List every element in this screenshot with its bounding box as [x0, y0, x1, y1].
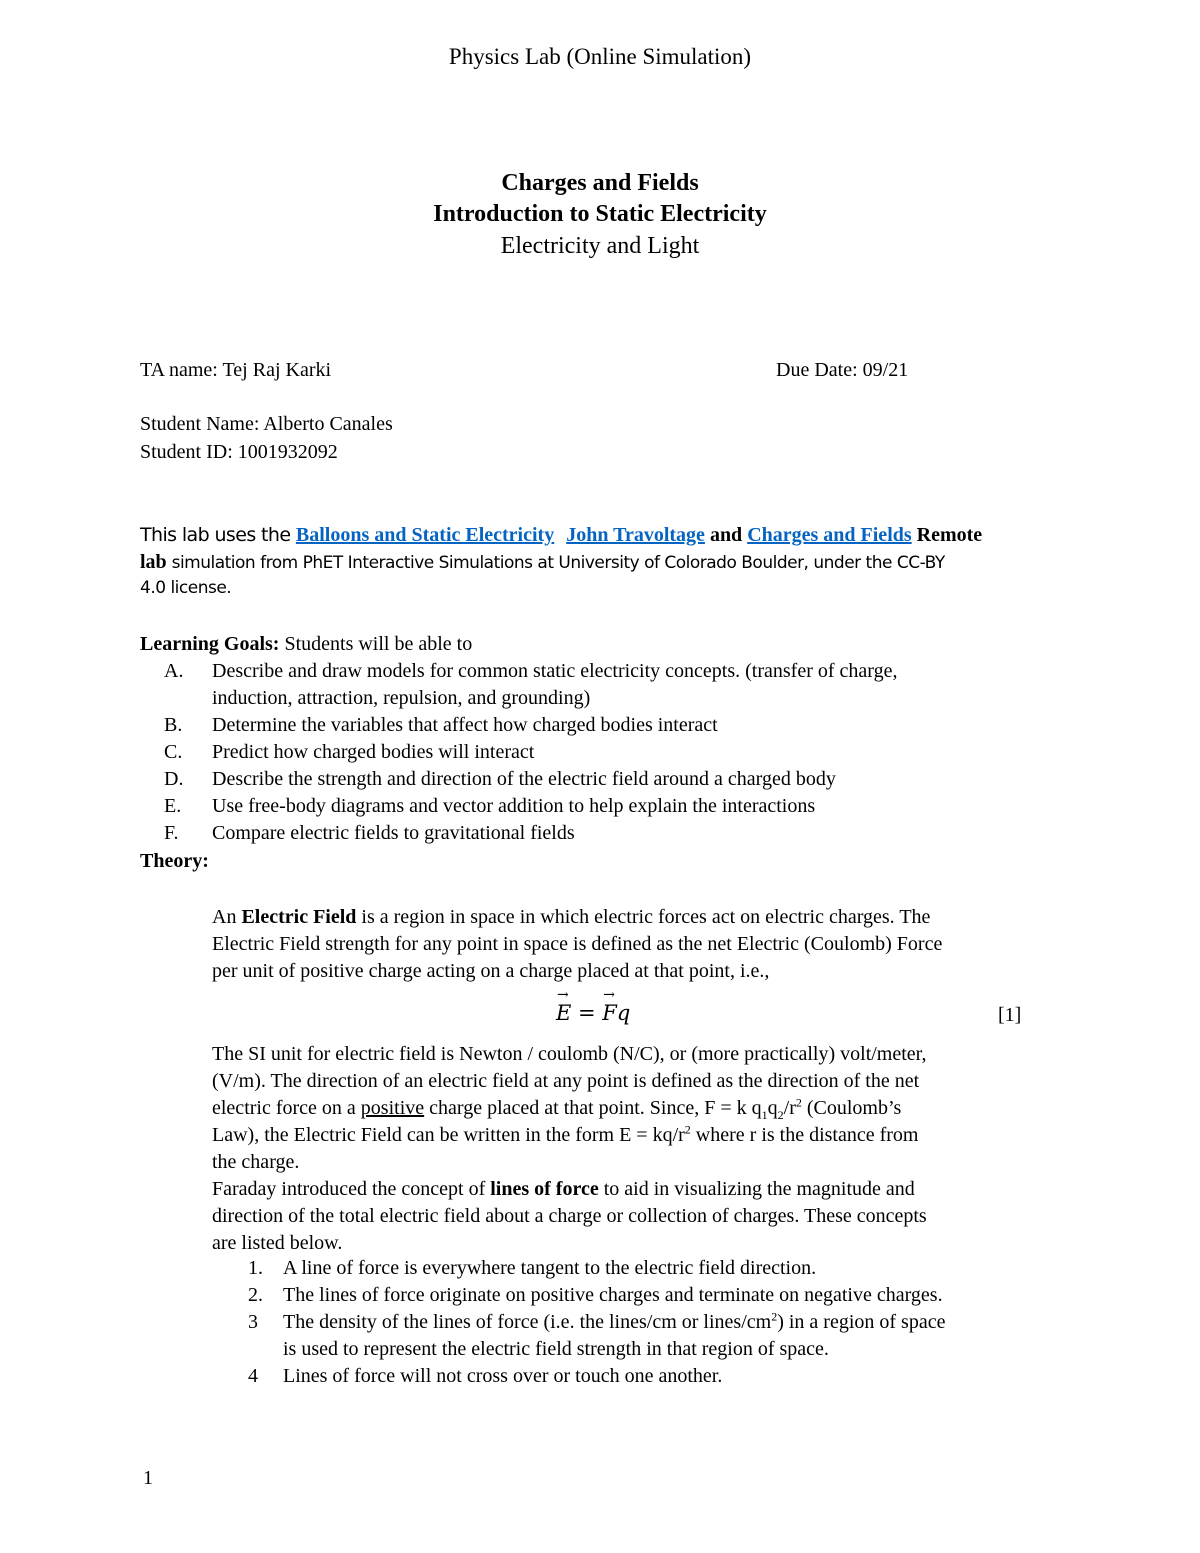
learning-goals-heading-line	[140, 633, 472, 656]
theory-p1-line3: per unit of positive charge acting on a charge placed at that point, i.e.,	[212, 960, 770, 982]
goal-item	[164, 687, 590, 710]
theory-p2-line2: (V/m). The direction of an electric field at any point is defined as the direction of the net	[212, 1070, 920, 1092]
subscript: 1	[761, 1108, 768, 1122]
goal-text: Use free-body diagrams and vector addition to help explain the interactions	[212, 795, 816, 817]
goal-text: induction, attraction, repulsion, and grounding)	[212, 687, 591, 709]
due-date-line	[776, 359, 908, 382]
theory-p2-line1: The SI unit for electric field is Newton / coulomb (N/C), or (more practically) volt/meter,	[212, 1043, 927, 1065]
goal-letter: D.	[164, 768, 184, 790]
list-item-continuation: is used to represent the electric field strength in that region of space.	[283, 1338, 829, 1360]
list-number: 3	[248, 1311, 258, 1333]
intro-and: and	[704, 524, 748, 546]
equation	[556, 1001, 630, 1025]
text: An	[212, 906, 242, 928]
text: electric force on a	[212, 1097, 361, 1119]
goal-text: Describe the strength and direction of the electric field around a charged body	[212, 768, 836, 790]
eq-equals: =	[571, 1001, 603, 1025]
student-id: 1001932092	[237, 441, 338, 463]
text: q	[767, 1097, 778, 1119]
learning-goals-heading: Learning Goals:	[140, 633, 280, 655]
ta-line	[140, 359, 331, 382]
text: where r is the distance from	[690, 1124, 919, 1146]
list-text: A line of force is everywhere tangent to the electric field direction.	[283, 1257, 817, 1279]
goal-letter: C.	[164, 741, 183, 763]
running-header: Physics Lab (Online Simulation)	[448, 44, 752, 69]
list-number: 2.	[248, 1284, 263, 1306]
theory-p3-line1	[212, 1176, 915, 1203]
text: Faraday introduced the concept of	[212, 1178, 491, 1200]
eq-e-vector: → E	[556, 1001, 571, 1025]
ta-name: Tej Raj Karki	[222, 359, 332, 381]
list-item	[248, 1311, 945, 1334]
list-number: 1.	[248, 1257, 263, 1279]
student-name: Alberto Canales	[263, 413, 393, 435]
intro-prefix: This lab uses the	[140, 524, 296, 546]
theory-p3-line2: direction of the total electric field about a charge or collection of charges. These concepts	[212, 1205, 927, 1227]
due-date: 09/21	[862, 359, 909, 381]
intro-line-2-text: simulation from PhET Interactive Simulations at University of Colorado Boulder, under the CC-BY	[166, 553, 945, 573]
goal-text: Describe and draw models for common static electricity concepts. (transfer of charge,	[212, 660, 898, 682]
text: Law), the Electric Field can be written in the form E = kq/r	[212, 1124, 685, 1146]
list-number: 4	[248, 1365, 258, 1387]
superscript: 2	[795, 1095, 802, 1110]
intro-remote: Remote	[911, 524, 983, 546]
list-item	[248, 1257, 816, 1280]
goal-letter: A.	[164, 660, 184, 682]
goal-item	[164, 660, 897, 683]
theory-p3-line3: are listed below.	[212, 1232, 343, 1254]
intro-line-2	[140, 551, 945, 574]
goal-letter: B.	[164, 714, 183, 736]
equation-number: [1]	[998, 1004, 1022, 1026]
theory-p2-line5: the charge.	[212, 1151, 300, 1173]
charges-fields-link[interactable]: Charges and Fields	[747, 524, 912, 546]
eq-q: q	[616, 1001, 631, 1025]
student-name-line	[140, 413, 393, 436]
theory-p2-line4	[212, 1122, 919, 1149]
theory-p1-line1	[212, 904, 930, 931]
goal-text: Compare electric fields to gravitational fields	[212, 822, 575, 844]
list-text: Lines of force will not cross over or touch one another.	[283, 1365, 723, 1387]
theory-p2-line3	[212, 1095, 901, 1122]
text: /r	[783, 1097, 796, 1119]
goal-letter: E.	[164, 795, 182, 817]
text: is a region in space in which electric forces act on electric charges. The	[356, 906, 931, 928]
goal-item	[164, 768, 836, 791]
title-secondary: Introduction to Static Electricity	[433, 201, 767, 227]
title-main: Charges and Fields	[501, 170, 699, 196]
intro-line-1	[140, 524, 982, 547]
student-id-line	[140, 441, 338, 464]
subscript: 2	[777, 1108, 784, 1122]
list-item	[248, 1284, 943, 1307]
travoltage-link[interactable]: John Travoltage	[566, 524, 705, 546]
student-id-label: Student ID:	[140, 441, 233, 463]
lines-of-force-term: lines of force	[490, 1178, 599, 1200]
list-text: The lines of force originate on positive charges and terminate on negative charges.	[283, 1284, 943, 1306]
superscript: 2	[771, 1309, 778, 1324]
theory-p1-line2: Electric Field strength for any point in space is defined as the net Electric (Coulomb) Force	[212, 933, 943, 955]
list-item	[248, 1365, 722, 1388]
list-text: ) in a region of space	[777, 1311, 946, 1333]
balloons-link[interactable]: Balloons and Static Electricity	[295, 524, 555, 546]
intro-lab-word: lab	[140, 551, 167, 573]
electric-field-term: Electric Field	[241, 906, 357, 928]
positive-underlined: positive	[360, 1097, 425, 1119]
goal-text: Predict how charged bodies will interact	[212, 741, 535, 763]
goal-letter: F.	[164, 822, 179, 844]
list-text: The density of the lines of force (i.e. the lines/cm or lines/cm	[283, 1311, 772, 1333]
text: to aid in visualizing the magnitude and	[598, 1178, 915, 1200]
goal-item	[164, 741, 534, 764]
goal-item	[164, 714, 718, 737]
theory-heading: Theory:	[140, 850, 209, 872]
ta-label: TA name:	[140, 359, 218, 381]
student-name-label: Student Name:	[140, 413, 260, 435]
goal-text: Determine the variables that affect how charged bodies interact	[212, 714, 718, 736]
learning-goals-lead: Students will be able to	[279, 633, 473, 655]
page-number: 1	[143, 1467, 153, 1489]
due-label: Due Date:	[776, 359, 858, 381]
text: charge placed at that point. Since, F = k q	[424, 1097, 762, 1119]
eq-f-vector: → F	[602, 1001, 617, 1025]
goal-item	[164, 822, 575, 845]
goal-item	[164, 795, 815, 818]
subtitle: Electricity and Light	[500, 233, 700, 259]
intro-line-3: 4.0 license.	[140, 578, 232, 598]
text: (Coulomb’s	[801, 1097, 902, 1119]
superscript: 2	[684, 1122, 691, 1137]
